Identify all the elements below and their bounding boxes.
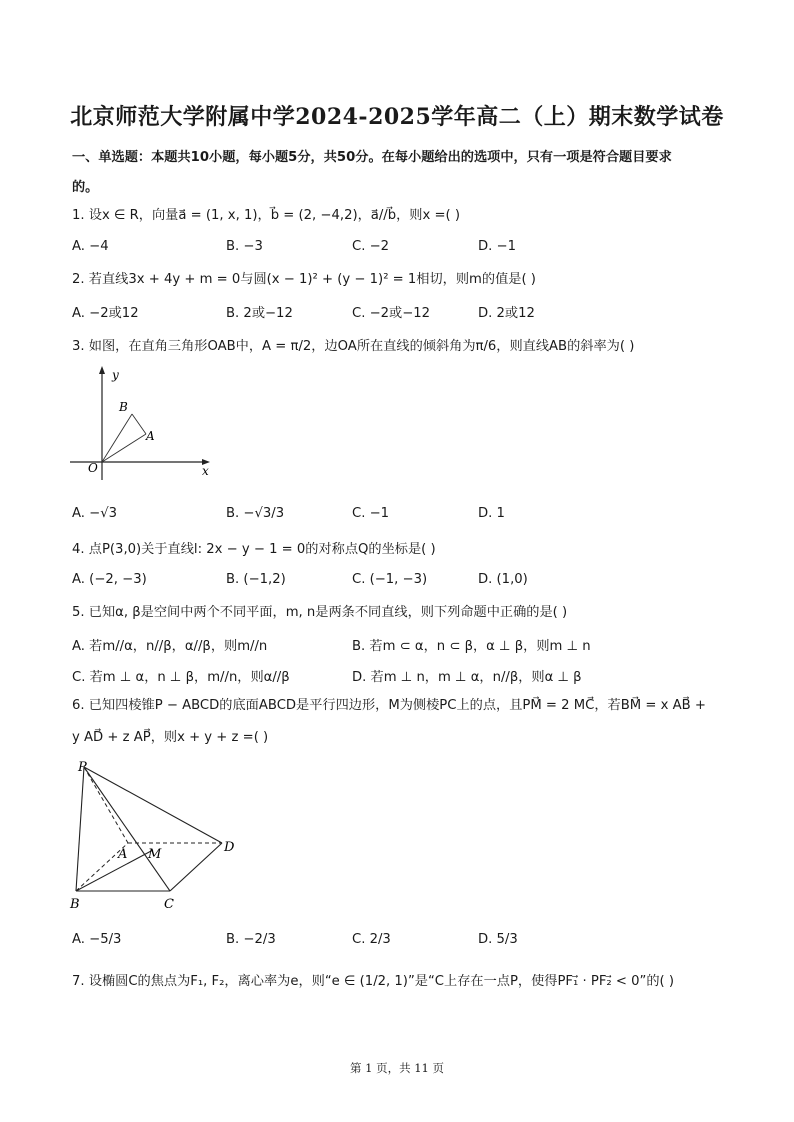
question-3-stem: 3. 如图，在直角三角形OAB中，A = π/2，边OA所在直线的倾斜角为π/6，则直线AB的斜率为( ) <box>72 339 635 354</box>
q6-option-c: C. 2/3 <box>352 932 391 947</box>
question-5-stem: 5. 已知α, β是空间中两个不同平面，m, n是两条不同直线，则下列命题中正确的是( ) <box>72 605 568 620</box>
q4-option-b: B. (−1,2) <box>226 572 286 587</box>
question-2-stem: 2. 若直线3x + 4y + m = 0与圆(x − 1)² + (y − 1)² = 1相切，则m的值是( ) <box>72 272 536 287</box>
figure-pyramid-pabcd <box>66 755 250 913</box>
q2-option-d: D. 2或12 <box>478 306 535 321</box>
question-4-stem: 4. 点P(3,0)关于直线l: 2x − y − 1 = 0的对称点Q的坐标是( ) <box>72 542 436 557</box>
q1-option-c: C. −2 <box>352 239 390 254</box>
label-m: M <box>148 847 162 862</box>
q2-option-a: A. −2或12 <box>72 306 139 321</box>
edge-pd <box>84 767 222 843</box>
label-p: P <box>78 760 87 775</box>
label-x: x <box>202 464 209 478</box>
label-c: C <box>164 897 174 912</box>
q2-option-b: B. 2或−12 <box>226 306 293 321</box>
edge-pb <box>76 767 84 891</box>
q6-option-b: B. −2/3 <box>226 932 276 947</box>
label-b: B <box>119 400 128 414</box>
edge-pa-hidden <box>84 767 128 843</box>
question-6-stem-cont: y AD⃗ + z AP⃗，则x + y + z =( ) <box>72 730 269 745</box>
question-7-stem: 7. 设椭圆C的焦点为F₁, F₂，离心率为e，则“e ∈ (1/2, 1)”是“C上存在一点P，使得PF₁⃗ · PF₂⃗ < 0”的( ) <box>72 974 675 989</box>
q5-option-b: B. 若m ⊂ α，n ⊂ β，α ⊥ β，则m ⊥ n <box>352 639 591 654</box>
y-axis-arrow <box>99 366 105 374</box>
q3-option-a: A. −√3 <box>72 506 118 521</box>
question-6-stem: 6. 已知四棱锥P − ABCD的底面ABCD是平行四边形，M为侧棱PC上的点，且PM⃗ = 2 MC⃗，若BM⃗ = x AB⃗ + <box>72 698 706 713</box>
q4-option-c: C. (−1, −3) <box>352 572 428 587</box>
q1-option-b: B. −3 <box>226 239 263 254</box>
edge-pc <box>84 767 170 891</box>
section-header: 一、单选题：本题共10小题，每小题5分，共50分。在每小题给出的选项中，只有一项是符合题目要求 <box>72 150 672 165</box>
page-footer: 第 1 页，共 11 页 <box>349 1061 445 1075</box>
segment-ab <box>132 414 146 434</box>
question-1-stem: 1. 设x ∈ R，向量a⃗ = (1, x, 1)，b⃗ = (2, −4,2)，a⃗//b⃗，则x =( ) <box>72 208 461 223</box>
q5-option-a: A. 若m//α，n//β，α//β，则m//n <box>72 639 268 654</box>
q3-option-c: C. −1 <box>352 506 390 521</box>
label-d: D <box>224 840 235 855</box>
label-y: y <box>112 368 119 382</box>
q4-option-d: D. (1,0) <box>478 572 528 587</box>
q6-option-a: A. −5/3 <box>72 932 122 947</box>
q3-option-b: B. −√3/3 <box>226 506 285 521</box>
q3-option-d: D. 1 <box>478 506 505 521</box>
q5-option-c: C. 若m ⊥ α，n ⊥ β，m//n，则α//β <box>72 670 290 685</box>
figure-triangle-oab <box>66 362 226 482</box>
label-b: B <box>70 897 80 912</box>
edge-cd <box>170 843 222 891</box>
page-title: 北京师范大学附属中学2024-2025学年高二（上）期末数学试卷 <box>70 104 724 130</box>
segment-bm <box>76 850 153 891</box>
label-o: O <box>88 461 98 475</box>
q4-option-a: A. (−2, −3) <box>72 572 147 587</box>
q5-option-d: D. 若m ⊥ n，m ⊥ α，n//β，则α ⊥ β <box>352 670 582 685</box>
q6-option-d: D. 5/3 <box>478 932 518 947</box>
q1-option-d: D. −1 <box>478 239 516 254</box>
segment-oa <box>102 434 146 462</box>
q2-option-c: C. −2或−12 <box>352 306 431 321</box>
segment-ob <box>102 414 132 462</box>
q1-option-a: A. −4 <box>72 239 109 254</box>
label-a: A <box>146 429 155 443</box>
section-header-cont: 的。 <box>72 180 99 195</box>
label-a: A <box>118 847 128 862</box>
